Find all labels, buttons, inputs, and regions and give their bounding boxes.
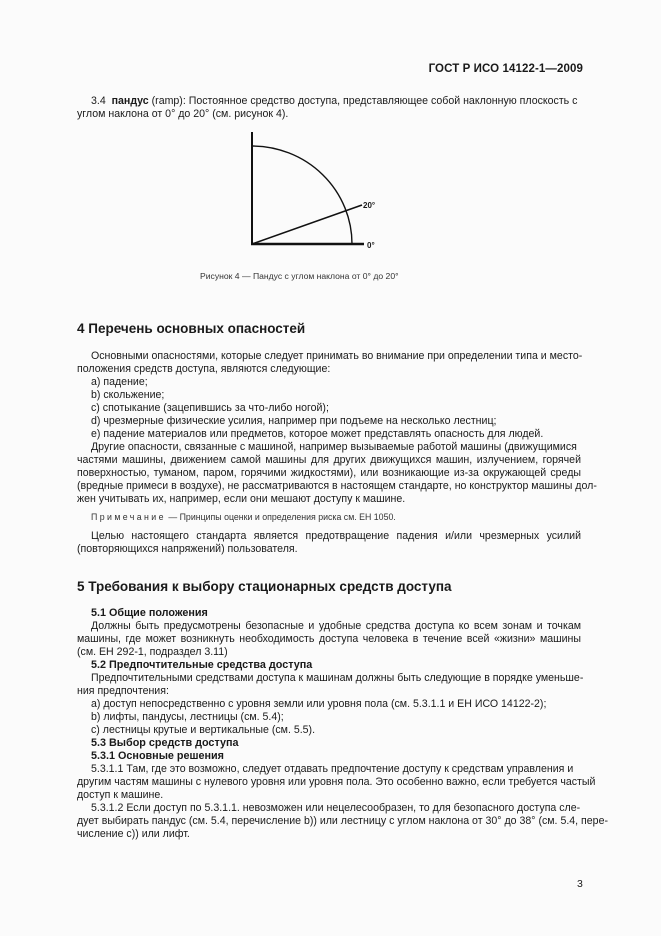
general-provisions-line3: (см. ЕН 292-1, подраздел 3.11) [77,646,228,658]
other-hazards-line1: Другие опасности, связанные с машиной, например вызываемые работой машины (движущимися [91,441,577,453]
other-hazards-line2: частями машины, движением самой машины для других движущихся машин, излучением, горячей [77,454,581,466]
preferred-means-line2: ния предпочтения: [77,685,169,697]
note-risk-assessment [91,511,396,524]
hazard-item-b: b) скольжение; [91,389,165,401]
subsection-5-3-heading: 5.3 Выбор средств доступа [91,737,239,749]
definition-3-4-line1 [91,95,577,108]
preferred-means-line1: Предпочтительными средствами доступа к машинам должны быть следующие в порядке уменьше- [91,672,584,684]
general-provisions-line1: Должны быть предусмотрены безопасные и удобные средства доступа ко всем зонам и точкам [91,620,581,632]
preferred-item-a: a) доступ непосредственно с уровня земли или уровня пола (см. 5.3.1.1 и ЕН ИСО 14122-2); [91,698,547,710]
clause-5-3-1-1-line2: другим частям машины с нулевого уровня или уровня пола. Это особенно важно, если требуется частый [77,776,596,788]
subsection-5-3-1-heading: 5.3.1 Основные решения [91,750,224,762]
other-hazards-line3: поверхностью, туманом, паром, горячими жидкостями), или возникающие из-за окружающей среды [77,467,581,479]
subsection-5-1-heading: 5.1 Общие положения [91,607,208,619]
angle-label-20: 20° [363,201,376,210]
hazard-item-c: c) спотыкание (зацепившись за что-либо ногой); [91,402,329,414]
ramp-angle-diagram [240,130,390,255]
definition-term: пандус [111,95,149,107]
hazard-item-e: e) падение материалов или предметов, которое может представлять опасность для людей. [91,428,544,440]
clause-5-3-1-1-line3: доступ к машине. [77,789,164,801]
clause-5-3-1-2-line1: 5.3.1.2 Если доступ по 5.3.1.1. невозможен или нецелесообразен, то для безопасного доступа сле- [91,802,581,814]
section-4-intro-line2: положения средств доступа, являются следующие: [77,363,331,375]
note-text: — Принципы оценки и определения риска см. ЕН 1050. [165,512,396,522]
other-hazards-line5: жен учитывать их, например, если они мешают доступу к машине. [77,493,406,505]
section-4-intro-line1: Основными опасностями, которые следует принимать во внимание при определении типа и место- [91,350,583,362]
purpose-line2: (повторяющихся напряжений) пользователя. [77,543,298,555]
definition-text: (ramp): Постоянное средство доступа, представляющее собой наклонную плоскость с [148,95,578,107]
subsection-5-2-heading: 5.2 Предпочтительные средства доступа [91,659,313,671]
document-code-header: ГОСТ Р ИСО 14122-1—2009 [428,63,583,75]
general-provisions-line2: машины, где может возникнуть необходимость доступа человека в течение всей «жизни» машины [77,633,581,645]
clause-5-3-1-2-line2: дует выбирать пандус (см. 5.4, перечисление b)) или лестницу с углом наклона от 30° до 38° (см. 5.4, пере- [77,815,608,827]
clause-5-3-1-1-line1: 5.3.1.1 Там, где это возможно, следует отдавать предпочтение доступу к средствам управления и [91,763,574,775]
definition-number: 3.4 [91,95,106,107]
hazard-item-d: d) чрезмерные физические усилия, например при подъеме на несколько лестниц; [91,415,497,427]
angle-label-0: 0° [367,241,375,250]
other-hazards-line4: (вредные примеси в воздухе), не рассматриваются в настоящем стандарте, но конструктор машины дол- [77,480,597,492]
hazard-item-a: a) падение; [91,376,148,388]
definition-3-4-line2: углом наклона от 0° до 20° (см. рисунок 4). [77,108,289,120]
clause-5-3-1-2-line3: числение c)) или лифт. [77,828,190,840]
section-4-heading: 4 Перечень основных опасностей [77,321,306,336]
preferred-item-b: b) лифты, пандусы, лестницы (см. 5.4); [91,711,284,723]
figure-4-ramp-diagram [240,130,390,259]
figure-4-caption: Рисунок 4 — Пандус с углом наклона от 0° до 20° [200,271,399,281]
purpose-line1: Целью настоящего стандарта является предотвращение падения и/или чрезмерных усилий [91,530,581,542]
preferred-item-c: c) лестницы крутые и вертикальные (см. 5.5). [91,724,316,736]
note-label: Примечание [91,512,166,522]
page-number: 3 [577,878,583,890]
section-5-heading: 5 Требования к выбору стационарных средств доступа [77,579,452,594]
